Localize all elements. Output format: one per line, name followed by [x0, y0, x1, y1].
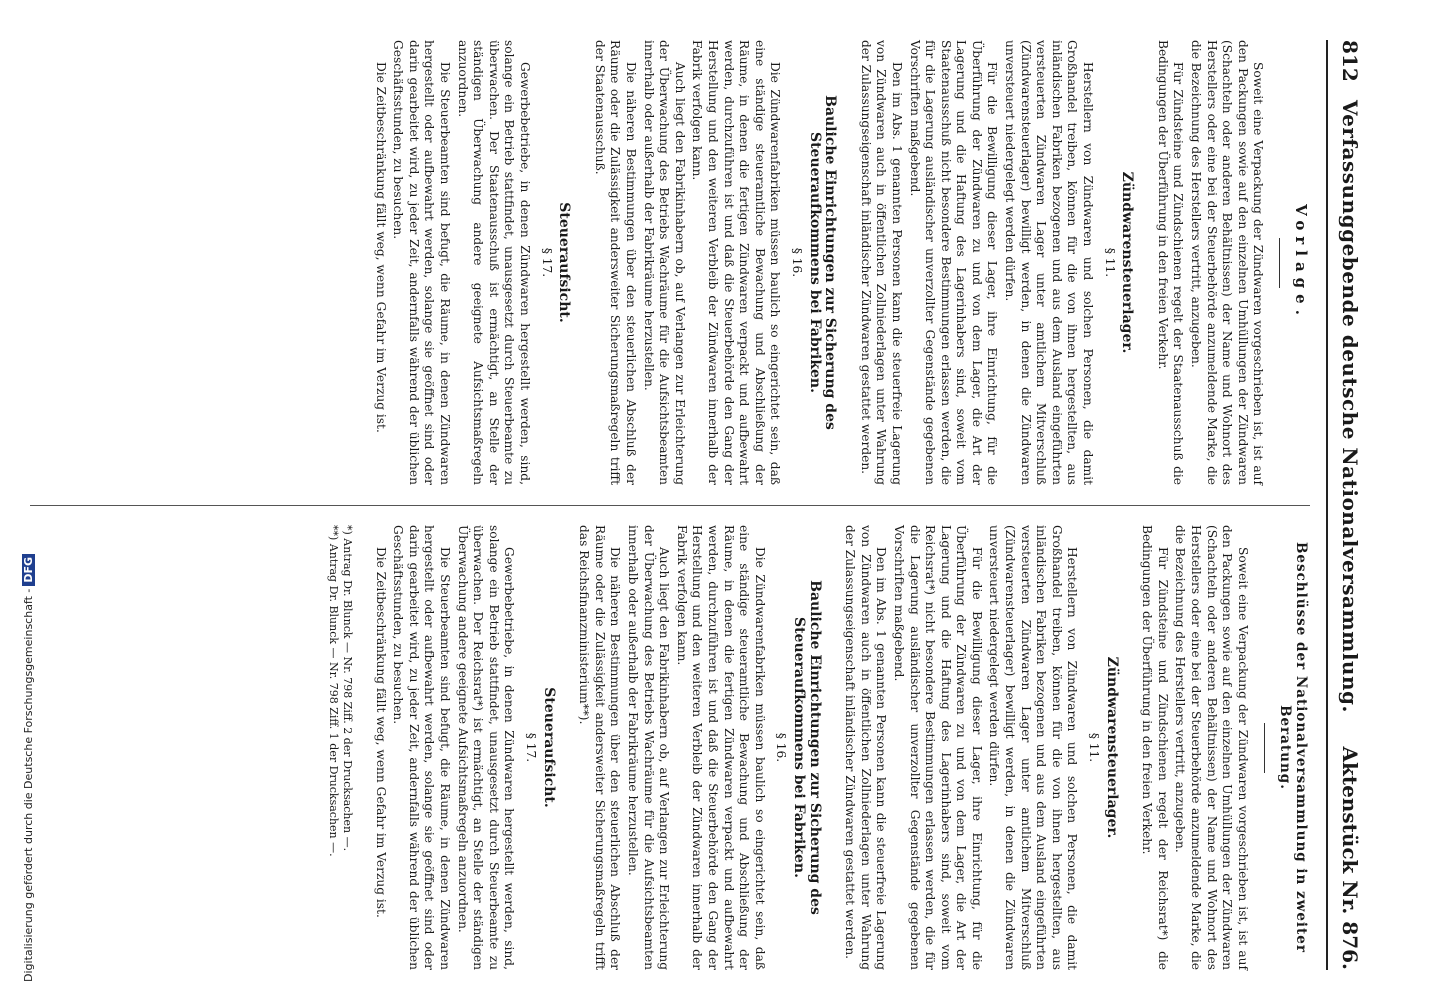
paragraph: Gewerbebetriebe, in denen Zündwaren hergestellt werden, sind, solange ein Betrieb stattfindet, unausgesetzt durch Steuerbeamte zu überwachen. Der Reichsrat*) ist ermächtigt, an Stelle der ständigen Überwachung andere geeignete Aufsichtsmaßregeln anzuordnen. — [455, 525, 517, 970]
section-number: § 11. — [1102, 247, 1117, 278]
footnotes — [326, 525, 354, 970]
paragraph: Für die Bewilligung dieser Lager, ihre Einrichtung, für die Überführung der Zündwaren zu und von dem Lager, die Art der Lagerung und die Haftung des Lagerinhabers sind, soweit vom Reichsrat*) nicht besondere Bestimmungen erlassen werden, die für die Lagerung ausländischer unverzollter Gegenstände gegebenen Vorschriften maßgebend. — [891, 525, 984, 970]
right-column — [326, 525, 1320, 970]
header-rule — [1326, 40, 1328, 970]
paragraph: Gewerbebetriebe, in denen Zündwaren hergestellt werden, sind, solange ein Betrieb stattfindet, unausgesetzt durch Steuerbeamte zu überwachen. Der Staatenausschuß ist ermächtigt, an Stelle der ständigen Überwachung andere geeignete Aufsichtsmaßregeln anzuordnen. — [455, 40, 533, 485]
paragraph: Die Zeitbeschränkung fällt weg, wenn Gefahr im Verzug ist. — [373, 62, 388, 433]
dfg-logo: DFG — [22, 554, 35, 586]
credit-text: Digitalisierung gefördert durch die Deutsche Forschungsgemeinschaft - — [22, 588, 35, 982]
section-number: § 17. — [539, 247, 554, 278]
paragraph: Die Steuerbeamten sind befugt, die Räume, in denen Zündwaren hergestellt oder aufbewahrt werden, solange sie geöffnet sind oder darin gearbeitet wird, zu jeder Zeit, andernfalls während der üblichen Geschäftsstunden, zu besuchen. — [391, 525, 453, 970]
section-number: § 11. — [1087, 732, 1102, 763]
document-number: Aktenstück Nr. 876. — [1338, 746, 1362, 970]
section-number: § 16. — [789, 247, 804, 278]
section-number: § 16. — [774, 732, 789, 763]
section-number: § 17. — [524, 732, 539, 763]
paragraph: Herstellern von Zündwaren und solchen Personen, die damit Großhandel treiben, können für die von ihnen hergestellten, aus inländischen Fabriken bezogenen und aus dem Ausland eingeführten versteuerten Zündwaren Lager unter amtlichem Mitverschluß (Zündwarensteuerlager) bewilligt werden, in denen die Zündwaren unversteuert niedergelegt werden dürfen. — [987, 525, 1080, 970]
paragraph: Die Steuerbeamten sind befugt, die Räume, in denen Zündwaren hergestellt oder aufbewahrt werden, solange sie geöffnet sind oder darin gearbeitet wird, zu jeder Zeit, andernfalls während der üblichen Geschäftsstunden, zu besuchen. — [391, 40, 453, 485]
section-title: Zündwarensteuerlager. — [1119, 171, 1136, 354]
footnote: **) Antrag Dr. Blunck — Nr. 798 Ziff. 1 der Drucksachen —. — [327, 525, 341, 857]
paragraph: Die Zeitbeschränkung fällt weg, wenn Gefahr im Verzug ist. — [373, 547, 388, 918]
paragraph: Für Zündsteine und Zündschienen regelt der Reichsrat*) die Bedingungen der Überführung in den freien Verkehr. — [1140, 525, 1170, 970]
paragraph: Den im Abs. 1 genannten Personen kann die steuerfreie Lagerung von Zündwaren auch in öffentlichen Zollniederlagen unter Wahrung der Zulassungseigenschaft inländischer Zündwaren gestattet werden. — [843, 525, 889, 970]
paragraph: Soweit eine Verpackung der Zündwaren vorgeschrieben ist, ist auf den Packungen sowie auf den einzelnen Umhüllungen der Zündwaren (Schachteln oder anderen Behältnissen) der Name und Wohnort des Herstellers oder eine bei der Steuerbehörde anzumeldende Marke, die die Bezeichnung des Herstellers vertritt, anzugeben. — [1173, 525, 1250, 970]
paragraph: Auch liegt den Fabrikinhabern ob, auf Verlangen zur Erleichterung der Überwachung des Betriebs Wachräume für die Aufsichtsbeamten innerhalb oder außerhalb der Fabrikräume herzustellen. — [641, 40, 687, 485]
right-column-heading: Beschlüsse der Nationalversammlung in zweiter Beratung. — [1277, 541, 1309, 953]
paragraph: Die Zündwarenfabriken müssen baulich so eingerichtet sein, daß eine ständige steueramtliche Bewachung und Abschließung der Räume, in denen die fertigen Zündwaren verpackt und aufbewahrt werden, durchzuführen ist und daß die Steuerbehörde den Gang der Herstellung und den weiteren Verbleib der Zündwaren innerhalb der Fabrik verfolgen kann. — [674, 525, 767, 970]
paragraph: Herstellern von Zündwaren und solchen Personen, die damit Großhandel treiben, können für die von ihnen hergestellten, aus inländischen Fabriken bezogenen und aus dem Ausland eingeführten versteuerten Zündwaren Lager unter amtlichem Mitverschluß (Zündwarensteuerlager) bewilligt werden, in denen die Zündwaren unversteuert niedergelegt werden dürfen. — [1003, 40, 1096, 485]
paragraph: Auch liegt den Fabrikinhabern ob, auf Verlangen zur Erleichterung der Überwachung des Betriebs Wachräume für die Aufsichtsbeamten innerhalb oder außerhalb der Fabrikräume herzustellen. — [626, 525, 672, 970]
digitization-credit — [22, 554, 35, 982]
paragraph: Den im Abs. 1 genannten Personen kann die steuerfreie Lagerung von Zündwaren auch in öffentlichen Zollniederlagen unter Wahrung der Zulassungseigenschaft inländischer Zündwaren gestattet werden. — [858, 40, 904, 485]
section-title: Bauliche Einrichtungen zur Sicherung des Steueraufkommens bei Fabriken. — [806, 95, 839, 430]
section-title: Zündwarensteuerlager. — [1103, 656, 1120, 839]
heading-separator — [1264, 723, 1265, 773]
page-header — [1328, 40, 1368, 970]
footnote: *) Antrag Dr. Blunck — Nr. 798 Ziff. 2 der Drucksachen —. — [341, 525, 355, 852]
paragraph: Für die Bewilligung dieser Lager, ihre Einrichtung, für die Überführung der Zündwaren zu und von dem Lager, die Art der Lagerung und die Haftung des Lagerinhabers sind, soweit vom Staatenausschuß nicht besondere Bestimmungen erlassen werden, die für die Lagerung ausländischer unverzollter Gegenstände gegebenen Vorschriften maßgebend. — [907, 40, 1000, 485]
heading-separator — [1279, 238, 1280, 288]
left-column-heading: Vorlage. — [1292, 204, 1310, 321]
paragraph: Die näheren Bestimmungen über den steuerlichen Abschluß der Räume oder die Zulässigkeit andersweiter Sicherungsmaßregeln trifft das Reichsfinanzministerium**). — [577, 525, 623, 970]
paragraph: Soweit eine Verpackung der Zündwaren vorgeschrieben ist, ist auf den Packungen sowie auf den einzelnen Umhüllungen der Zündwaren (Schachteln oder anderen Behältnissen) der Name und Wohnort des Herstellers oder eine bei der Steuerbehörde anzumeldende Marke, die die Bezeichnung des Herstellers vertritt, anzugeben. — [1189, 40, 1266, 485]
column-divider — [30, 505, 1310, 506]
paragraph: Für Zündsteine und Zündschienen regelt der Staatenausschuß die Bedingungen der Überführung in den freien Verkehr. — [1155, 40, 1186, 485]
paragraph: Die Zündwarenfabriken müssen baulich so eingerichtet sein, daß eine ständige steueramtliche Bewachung und Abschließung der Räume, in denen die fertigen Zündwaren verpackt und aufbewahrt werden, durchzuführen ist und daß die Steuerbehörde den Gang der Herstellung und den weiteren Verbleib der Zündwaren innerhalb der Fabrik verfolgen kann. — [690, 40, 783, 485]
left-column — [370, 40, 1320, 485]
page-number: 812 — [1338, 40, 1362, 82]
section-title: Bauliche Einrichtungen zur Sicherung des Steueraufkommens bei Fabriken. — [790, 580, 823, 915]
section-title: Steueraufsicht. — [540, 687, 557, 808]
page-title: Verfassunggebende deutsche Nationalversammlung. — [1338, 100, 1362, 713]
paragraph: Die näheren Bestimmungen über den steuerlichen Abschluß der Räume oder die Zulässigkeit andersweiter Sicherungsmaßregeln trifft der Staatenausschuß. — [592, 40, 639, 485]
section-title: Steueraufsicht. — [556, 202, 573, 323]
